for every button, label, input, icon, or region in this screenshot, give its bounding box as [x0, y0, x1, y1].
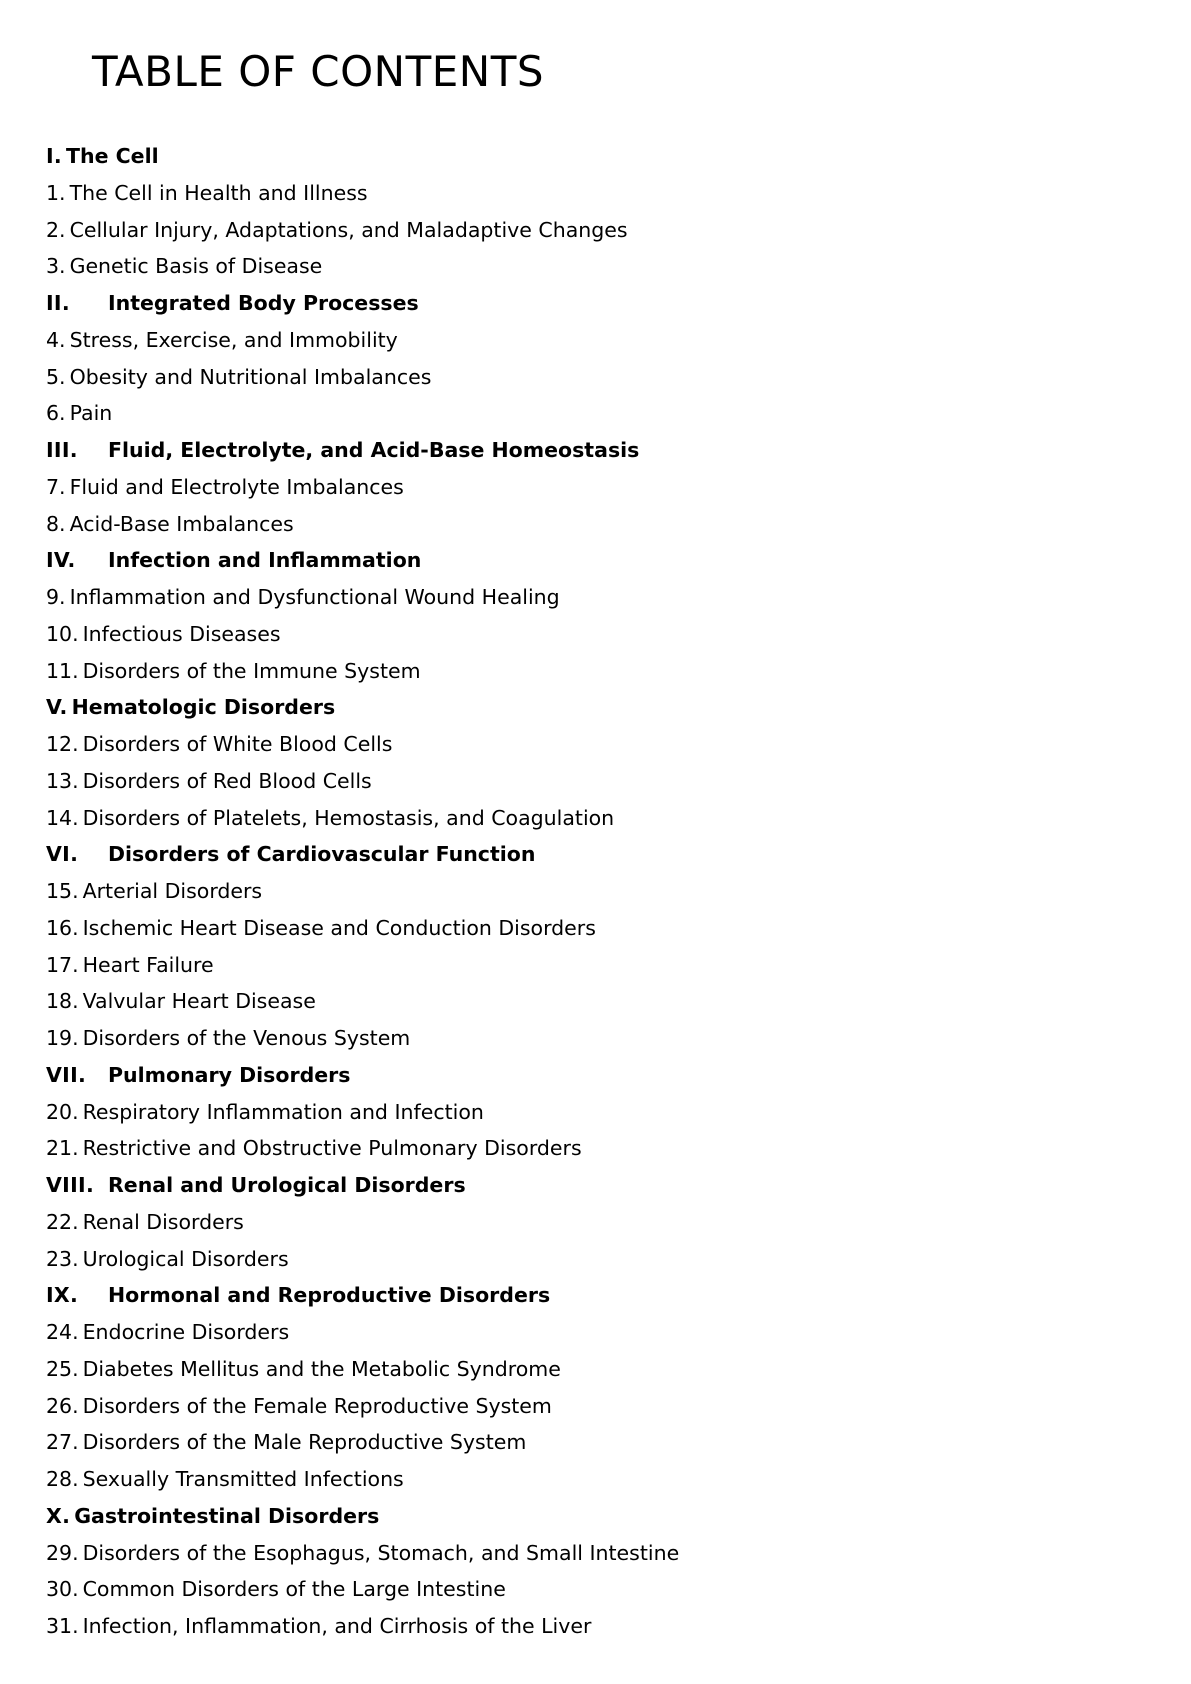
toc-chapter-item: [46, 1020, 1146, 1057]
chapter-number: 6.: [46, 401, 66, 426]
toc-chapter-item: [46, 395, 1146, 432]
toc-part-heading: [46, 542, 1146, 579]
part-number: X.: [46, 1503, 71, 1528]
toc-chapter-item: [46, 1314, 1146, 1351]
chapter-title: Ischemic Heart Disease and Conduction Disorders: [82, 915, 596, 940]
chapter-number: 14.: [46, 805, 79, 830]
chapter-number: 21.: [46, 1136, 79, 1161]
chapter-title: Common Disorders of the Large Intestine: [82, 1577, 506, 1602]
chapter-number: 16.: [46, 915, 79, 940]
toc-chapter-item: [46, 359, 1146, 396]
chapter-number: 2.: [46, 217, 66, 242]
chapter-number: 10.: [46, 621, 79, 646]
chapter-number: 3.: [46, 254, 66, 279]
toc-part-heading: [46, 138, 1146, 175]
toc-chapter-item: [46, 1241, 1146, 1278]
chapter-title: Stress, Exercise, and Immobility: [69, 327, 398, 352]
chapter-title: Disorders of the Venous System: [82, 1026, 411, 1050]
toc-chapter-item: [46, 1388, 1146, 1425]
toc-part-heading: [46, 432, 1146, 469]
chapter-title: Disorders of Red Blood Cells: [82, 768, 372, 793]
chapter-number: 22.: [46, 1209, 79, 1234]
chapter-number: 23.: [46, 1246, 79, 1271]
part-title: The Cell: [66, 144, 159, 168]
toc-chapter-item: [46, 1571, 1146, 1608]
part-number: I.: [46, 144, 63, 168]
part-title: Pulmonary Disorders: [108, 1062, 351, 1087]
chapter-number: 15.: [46, 879, 79, 903]
chapter-title: Arterial Disorders: [82, 879, 263, 903]
chapter-title: Fluid and Electrolyte Imbalances: [69, 474, 404, 499]
toc-part-heading: [46, 836, 1146, 873]
toc-chapter-item: [46, 910, 1146, 947]
chapter-title: Respiratory Inflammation and Infection: [82, 1099, 484, 1124]
chapter-title: Endocrine Disorders: [82, 1320, 290, 1344]
chapter-number: 30.: [46, 1577, 79, 1602]
chapter-title: Pain: [69, 401, 113, 426]
toc-chapter-item: [46, 616, 1146, 653]
chapter-number: 17.: [46, 952, 79, 977]
chapter-number: 13.: [46, 768, 79, 793]
part-number: VI.: [46, 842, 79, 867]
toc-part-heading: [46, 689, 1146, 726]
toc-chapter-item: [46, 1204, 1146, 1241]
chapter-number: 7.: [46, 474, 66, 499]
chapter-number: 31.: [46, 1614, 79, 1638]
toc-chapter-item: [46, 763, 1146, 800]
part-title: Disorders of Cardiovascular Function: [108, 842, 536, 867]
toc-chapter-item: [46, 983, 1146, 1020]
part-number: VIII.: [46, 1173, 95, 1197]
chapter-title: Genetic Basis of Disease: [69, 254, 323, 279]
chapter-number: 27.: [46, 1430, 79, 1455]
page-title: TABLE OF CONTENTS: [92, 47, 545, 96]
chapter-number: 25.: [46, 1356, 79, 1381]
chapter-number: 8.: [46, 511, 66, 536]
chapter-title: Cellular Injury, Adaptations, and Maladaptive Changes: [69, 217, 628, 242]
chapter-title: Disorders of the Female Reproductive System: [82, 1393, 552, 1418]
toc-chapter-item: [46, 1535, 1146, 1572]
chapter-number: 9.: [46, 585, 66, 609]
toc-part-heading: [46, 285, 1146, 322]
toc-chapter-item: [46, 175, 1146, 212]
chapter-title: Disorders of the Immune System: [82, 658, 421, 683]
toc-chapter-item: [46, 800, 1146, 837]
chapter-title: Diabetes Mellitus and the Metabolic Syndrome: [82, 1356, 561, 1381]
toc-chapter-item: [46, 212, 1146, 249]
chapter-number: 28.: [46, 1467, 79, 1491]
toc-part-heading: [46, 1498, 1146, 1535]
part-number: IV.: [46, 548, 76, 573]
chapter-number: 18.: [46, 989, 79, 1014]
chapter-title: Urological Disorders: [82, 1246, 289, 1271]
chapter-number: 26.: [46, 1393, 79, 1418]
chapter-title: The Cell in Health and Illness: [69, 180, 368, 205]
part-number: IX.: [46, 1283, 79, 1308]
toc-chapter-item: [46, 469, 1146, 506]
toc-chapter-item: [46, 506, 1146, 543]
table-of-contents: [46, 138, 1146, 1645]
chapter-title: Infection, Inflammation, and Cirrhosis of the Liver: [82, 1614, 592, 1638]
part-title: Hormonal and Reproductive Disorders: [108, 1283, 551, 1308]
chapter-title: Renal Disorders: [82, 1209, 244, 1234]
toc-part-heading: [46, 1167, 1146, 1204]
chapter-number: 24.: [46, 1320, 79, 1344]
toc-part-heading: [46, 1277, 1146, 1314]
part-number: III.: [46, 438, 78, 462]
chapter-number: 1.: [46, 180, 66, 205]
toc-chapter-item: [46, 248, 1146, 285]
chapter-number: 11.: [46, 658, 79, 683]
toc-chapter-item: [46, 1094, 1146, 1131]
part-title: Integrated Body Processes: [108, 291, 419, 315]
part-title: Fluid, Electrolyte, and Acid-Base Homeostasis: [108, 438, 640, 462]
part-title: Hematologic Disorders: [71, 695, 336, 720]
chapter-title: Sexually Transmitted Infections: [82, 1467, 404, 1491]
chapter-title: Disorders of Platelets, Hemostasis, and Coagulation: [82, 805, 615, 830]
part-title: Renal and Urological Disorders: [108, 1173, 466, 1197]
toc-chapter-item: [46, 1461, 1146, 1498]
chapter-title: Disorders of the Esophagus, Stomach, and Small Intestine: [82, 1540, 680, 1565]
part-number: VII.: [46, 1062, 87, 1087]
chapter-title: Inflammation and Dysfunctional Wound Healing: [69, 585, 560, 609]
part-title: Gastrointestinal Disorders: [74, 1503, 380, 1528]
chapter-title: Restrictive and Obstructive Pulmonary Disorders: [82, 1136, 582, 1161]
part-number: II.: [46, 291, 70, 315]
chapter-title: Infectious Diseases: [82, 621, 281, 646]
chapter-title: Disorders of White Blood Cells: [82, 732, 393, 756]
chapter-title: Acid-Base Imbalances: [69, 511, 294, 536]
chapter-number: 5.: [46, 364, 66, 389]
chapter-number: 29.: [46, 1540, 79, 1565]
toc-chapter-item: [46, 1424, 1146, 1461]
chapter-number: 12.: [46, 732, 79, 756]
chapter-number: 4.: [46, 327, 66, 352]
chapter-title: Heart Failure: [82, 952, 214, 977]
toc-chapter-item: [46, 1130, 1146, 1167]
part-title: Infection and Inflammation: [108, 548, 422, 573]
toc-part-heading: [46, 1057, 1146, 1094]
toc-chapter-item: [46, 873, 1146, 910]
part-number: V.: [46, 695, 68, 720]
toc-chapter-item: [46, 322, 1146, 359]
toc-chapter-item: [46, 1608, 1146, 1645]
chapter-title: Valvular Heart Disease: [82, 989, 316, 1014]
toc-chapter-item: [46, 653, 1146, 690]
toc-chapter-item: [46, 579, 1146, 616]
toc-chapter-item: [46, 1351, 1146, 1388]
chapter-title: Obesity and Nutritional Imbalances: [69, 364, 432, 389]
chapter-number: 19.: [46, 1026, 79, 1050]
chapter-number: 20.: [46, 1099, 79, 1124]
chapter-title: Disorders of the Male Reproductive System: [82, 1430, 527, 1455]
toc-chapter-item: [46, 947, 1146, 984]
toc-chapter-item: [46, 726, 1146, 763]
